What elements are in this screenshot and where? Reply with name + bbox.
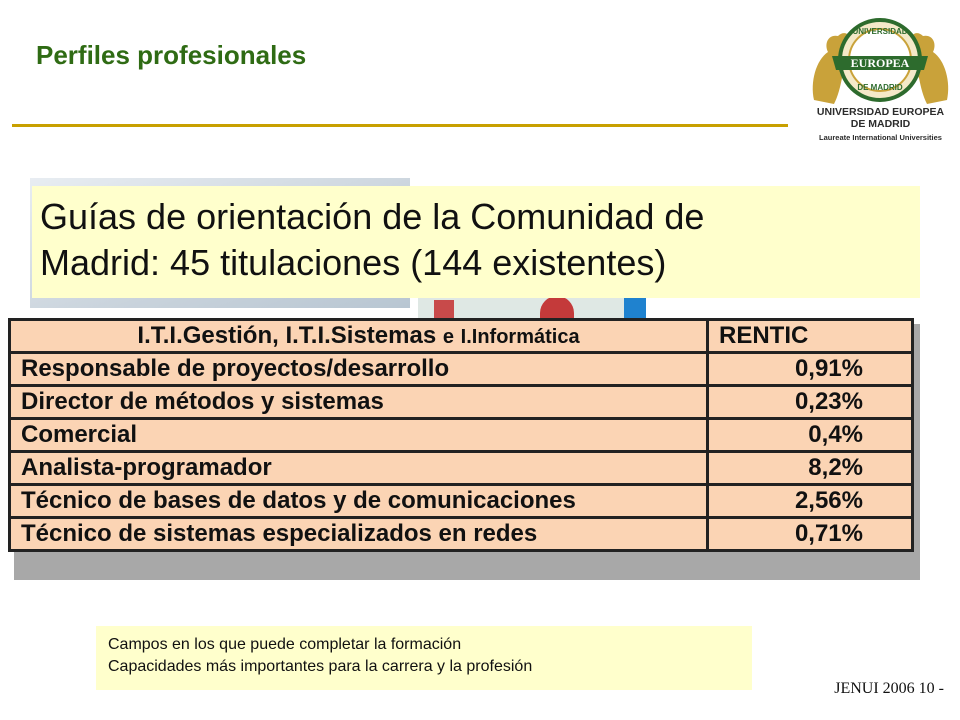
profile-name: Comercial <box>10 419 708 452</box>
table-row <box>10 419 913 452</box>
logo-ring-bottom-text: DE MADRID <box>857 83 903 92</box>
table-header-value-label: RENTIC <box>708 320 913 353</box>
profile-name: Analista-programador <box>10 452 708 485</box>
profile-value: 2,56% <box>708 485 913 518</box>
note-line-2: Capacidades más importantes para la carrera y la profesión <box>108 658 533 675</box>
profile-value: 0,23% <box>708 386 913 419</box>
profile-name: Director de métodos y sistemas <box>10 386 708 419</box>
table-row <box>10 353 913 386</box>
professional-profiles-table <box>8 318 914 552</box>
callout-line-2: Madrid: 45 titulaciones (144 existentes) <box>40 242 667 283</box>
page-footer <box>834 680 944 698</box>
profile-value: 0,4% <box>708 419 913 452</box>
callout-box <box>32 186 920 298</box>
profile-name: Responsable de proyectos/desarrollo <box>10 353 708 386</box>
logo-ribbon-text: EUROPEA <box>850 56 910 70</box>
table-row <box>10 518 913 551</box>
callout-line-1: Guías de orientación de la Comunidad de <box>40 196 705 237</box>
title-divider <box>12 124 788 127</box>
footer-event: JENUI 2006 <box>834 680 915 697</box>
table-header-title <box>10 320 708 353</box>
notes-box <box>96 626 752 690</box>
callout-text <box>40 194 910 286</box>
profile-name: Técnico de sistemas especializados en redes <box>10 518 708 551</box>
profile-value: 0,91% <box>708 353 913 386</box>
profile-value: 8,2% <box>708 452 913 485</box>
header-title-main: I.T.I.Gestión, I.T.I.Sistemas <box>137 322 437 349</box>
logo-caption-line1: UNIVERSIDAD EUROPEA <box>816 106 945 118</box>
logo-caption-line3: Laureate International Universities <box>819 133 942 142</box>
profile-name: Técnico de bases de datos y de comunicaciones <box>10 485 708 518</box>
table-row <box>10 386 913 419</box>
slide-title: Perfiles profesionales <box>36 40 307 70</box>
profile-value: 0,71% <box>708 518 913 551</box>
footer-page-number: 10 - <box>918 680 944 697</box>
table-row <box>10 452 913 485</box>
header-title-end: I.Informática <box>460 326 580 348</box>
logo-ring-top-text: UNIVERSIDAD <box>852 27 908 36</box>
table-header-row <box>10 320 913 353</box>
note-line-1: Campos en los que puede completar la formación <box>108 636 462 653</box>
header-title-connector: e <box>442 326 454 348</box>
logo-caption-line2: DE MADRID <box>850 118 911 130</box>
table-row <box>10 485 913 518</box>
